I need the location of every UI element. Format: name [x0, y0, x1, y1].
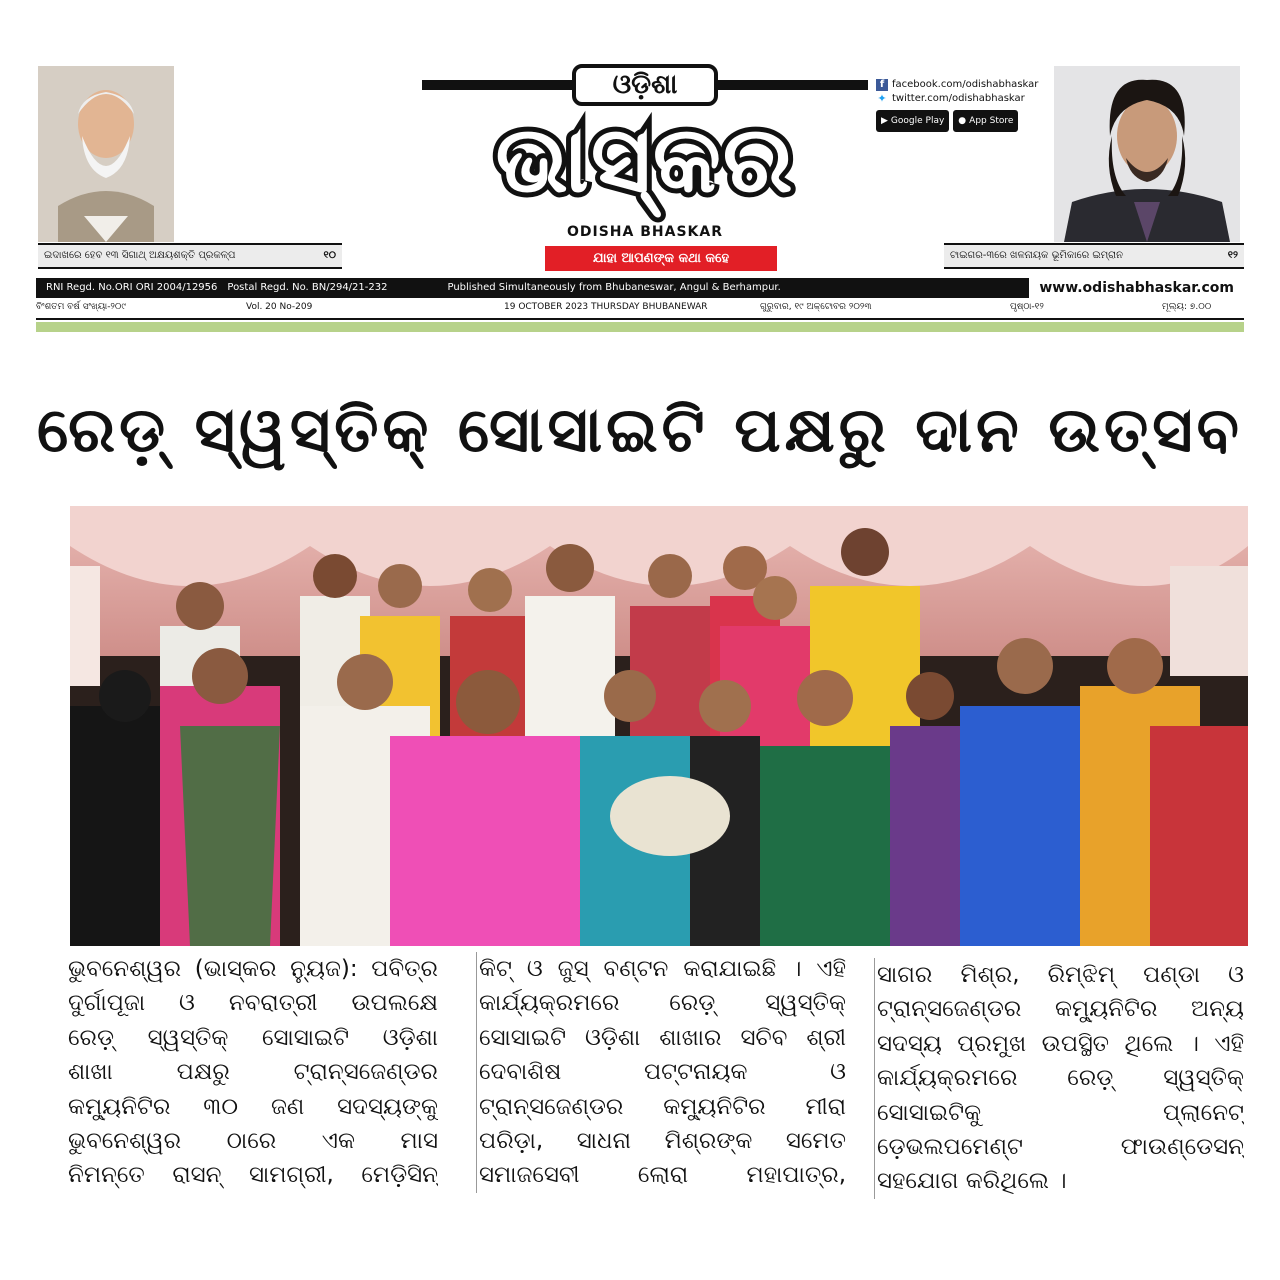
facebook-url: facebook.com/odishabhaskar [892, 79, 1039, 90]
column-1-line: ରେଡ଼୍ ସ୍ୱସ୍ତିକ୍ ସୋସାଇଟି ଓଡ଼ିଶା [68, 1024, 438, 1051]
column-2-line: ପରିଡ଼ା, ସାଧନା ମିଶ୍ରଙ୍କ ସମେତ [479, 1128, 846, 1155]
column-1-line: ଭୁବନେଶ୍ୱର ଠାରେ ଏକ ମାସ [68, 1128, 438, 1155]
column-2-line: ଟ୍ରାନ୍ସଜେଣ୍ଡର କମ୍ୟୁନିଟିର ମୀରା [479, 1093, 846, 1120]
column-3-line: ଡ଼େଭଲପମେଣ୍ଟ ଫାଉଣ୍ଡେସନ୍ [877, 1134, 1244, 1161]
group-photo [70, 506, 1248, 946]
logo-small-text: ଓଡ଼ିଶା [572, 64, 718, 106]
teaser-right[interactable] [944, 243, 1244, 269]
column-3-line: ଟ୍ରାନ୍ସଜେଣ୍ଡର କମ୍ୟୁନିଟିର ଅନ୍ୟ [877, 996, 1244, 1023]
column-3-line: ସହଯୋଗ କରିଥିଲେ । [877, 1168, 1067, 1195]
website-link[interactable]: www.odishabhaskar.com [1029, 278, 1244, 298]
masthead-rule [36, 318, 1244, 332]
logo-big-text: ଭାସ୍କର [495, 105, 795, 213]
price: ମୂଲ୍ୟ: ୭.୦୦ [1162, 302, 1212, 312]
google-play-label: Google Play [890, 116, 945, 126]
article-column-2 [476, 952, 846, 1193]
google-play-badge[interactable] [876, 110, 949, 132]
column-3-line: ସଦସ୍ୟ ପ୍ରମୁଖ ଉପସ୍ଥିତ ଥିଲେ । ଏହି [877, 1030, 1244, 1057]
registration-bar [36, 278, 1244, 298]
column-1-line: ଦୁର୍ଗାପୂଜା ଓ ନବରାତ୍ରୀ ଉପଲକ୍ଷେ [68, 990, 438, 1017]
newspaper-logo [422, 60, 868, 270]
column-1-line: ଶାଖା ପକ୍ଷରୁ ଟ୍ରାନ୍ସଜେଣ୍ଡର [68, 1059, 438, 1086]
app-store-badges [876, 110, 1056, 132]
page-count: ପୃଷ୍ଠା-୧୨ [1010, 302, 1044, 312]
column-3-line: କାର୍ଯ୍ୟକ୍ରମରେ ରେଡ଼୍ ସ୍ୱସ୍ତିକ୍ [877, 1065, 1244, 1092]
column-1-line: ନିମନ୍ତେ ରାସନ୍ ସାମଗ୍ରୀ, ମେଡ଼ିସିନ୍ [68, 1162, 438, 1189]
masthead [36, 60, 1244, 332]
column-3-line: ସାଗର ମିଶ୍ର, ରିମ୍ଝିମ୍ ପଣ୍ଡା ଓ [877, 962, 1244, 988]
column-2-line: କାର୍ଯ୍ୟକ୍ରମରେ ରେଡ଼୍ ସ୍ୱସ୍ତିକ୍ [479, 990, 846, 1017]
apple-icon: ● [958, 116, 967, 126]
column-2-line: ଦେବାଶିଷ ପଟ୍ଟନାୟକ ଓ [479, 1059, 846, 1086]
social-links [876, 78, 1056, 132]
date-english: 19 OCTOBER 2023 THURSDAY BHUBANEWAR [504, 302, 708, 312]
article-column-1 [68, 952, 438, 1193]
twitter-url: twitter.com/odishabhaskar [892, 93, 1025, 104]
teaser-left-page: ୧୦ [323, 250, 336, 261]
article-column-3 [874, 958, 1244, 1199]
twitter-link[interactable] [876, 92, 1056, 106]
volume-number: Vol. 20 No-209 [246, 302, 313, 312]
postal-number: Postal Regd. No. BN/294/21-232 [227, 282, 388, 293]
year-issue: ବିଂଶତମ ବର୍ଷ ସଂଖ୍ୟା-୨୦୯ [36, 302, 126, 312]
facebook-icon: f [876, 79, 888, 91]
tagline: ଯାହା ଆପଣଙ୍କ କଥା କହେ [545, 246, 777, 271]
teaser-left-text: ଇଦାଖରେ ହେବ ୧୩ ସିଗାଥ୍ ଅକ୍ଷୟଶକ୍ତି ପ୍ରକଳ୍ପ [44, 250, 236, 261]
teaser-right-page: ୧୨ [1227, 250, 1238, 261]
date-odia: ଗୁରୁବାର, ୧୯ ଅକ୍ଟୋବର ୨୦୨୩ [760, 302, 872, 312]
portrait-right-image [1054, 66, 1240, 242]
app-store-label: App Store [969, 116, 1014, 126]
column-2-line: ସୋସାଇଟି ଓଡ଼ିଶା ଶାଖାର ସଚିବ ଶ୍ରୀ [479, 1024, 846, 1051]
twitter-icon: ✦ [877, 92, 887, 105]
column-1-line: ଭୁବନେଶ୍ୱର (ଭାସ୍କର ନ୍ୟୁଜ): ପବିତ୍ର [68, 956, 438, 982]
teaser-left[interactable] [38, 243, 342, 269]
article-headline: ରେଡ଼୍ ସ୍ୱସ୍ତିକ୍ ସୋସାଇଟି ପକ୍ଷରୁ ଦାନ ଉତ୍ସବ [37, 393, 1243, 466]
column-3-line: ସୋସାଇଟିକୁ ପ୍ଲାନେଟ୍ [877, 1099, 1244, 1126]
column-1-line: କମ୍ୟୁନିଟିର ୩୦ ଜଣ ସଦସ୍ୟଙ୍କୁ [68, 1093, 438, 1120]
date-bar [36, 300, 1244, 314]
facebook-link[interactable] [876, 78, 1056, 92]
play-icon: ▶ [881, 116, 888, 126]
portrait-left-image [38, 66, 174, 242]
published-note: Published Simultaneously from Bhubaneswar, Angul & Berhampur. [447, 282, 781, 293]
rni-number: RNI Regd. No.ORI ORI 2004/12956 [46, 282, 218, 293]
app-store-badge[interactable] [953, 110, 1018, 132]
logo-english-text: ODISHA BHASKAR [566, 224, 723, 240]
column-2-line: ସମାଜସେବୀ ଲୋରା ମହାପାତ୍ର, [479, 1162, 846, 1189]
teaser-right-text: ଟାଇଗର-୩ରେ ଖଳନାୟକ ଭୂମିକାରେ ଇମ୍ରାନ [950, 250, 1124, 261]
column-2-line: କିଟ୍ ଓ ଜୁସ୍ ବଣ୍ଟନ କରାଯାଇଛି । ଏହି [479, 956, 846, 982]
